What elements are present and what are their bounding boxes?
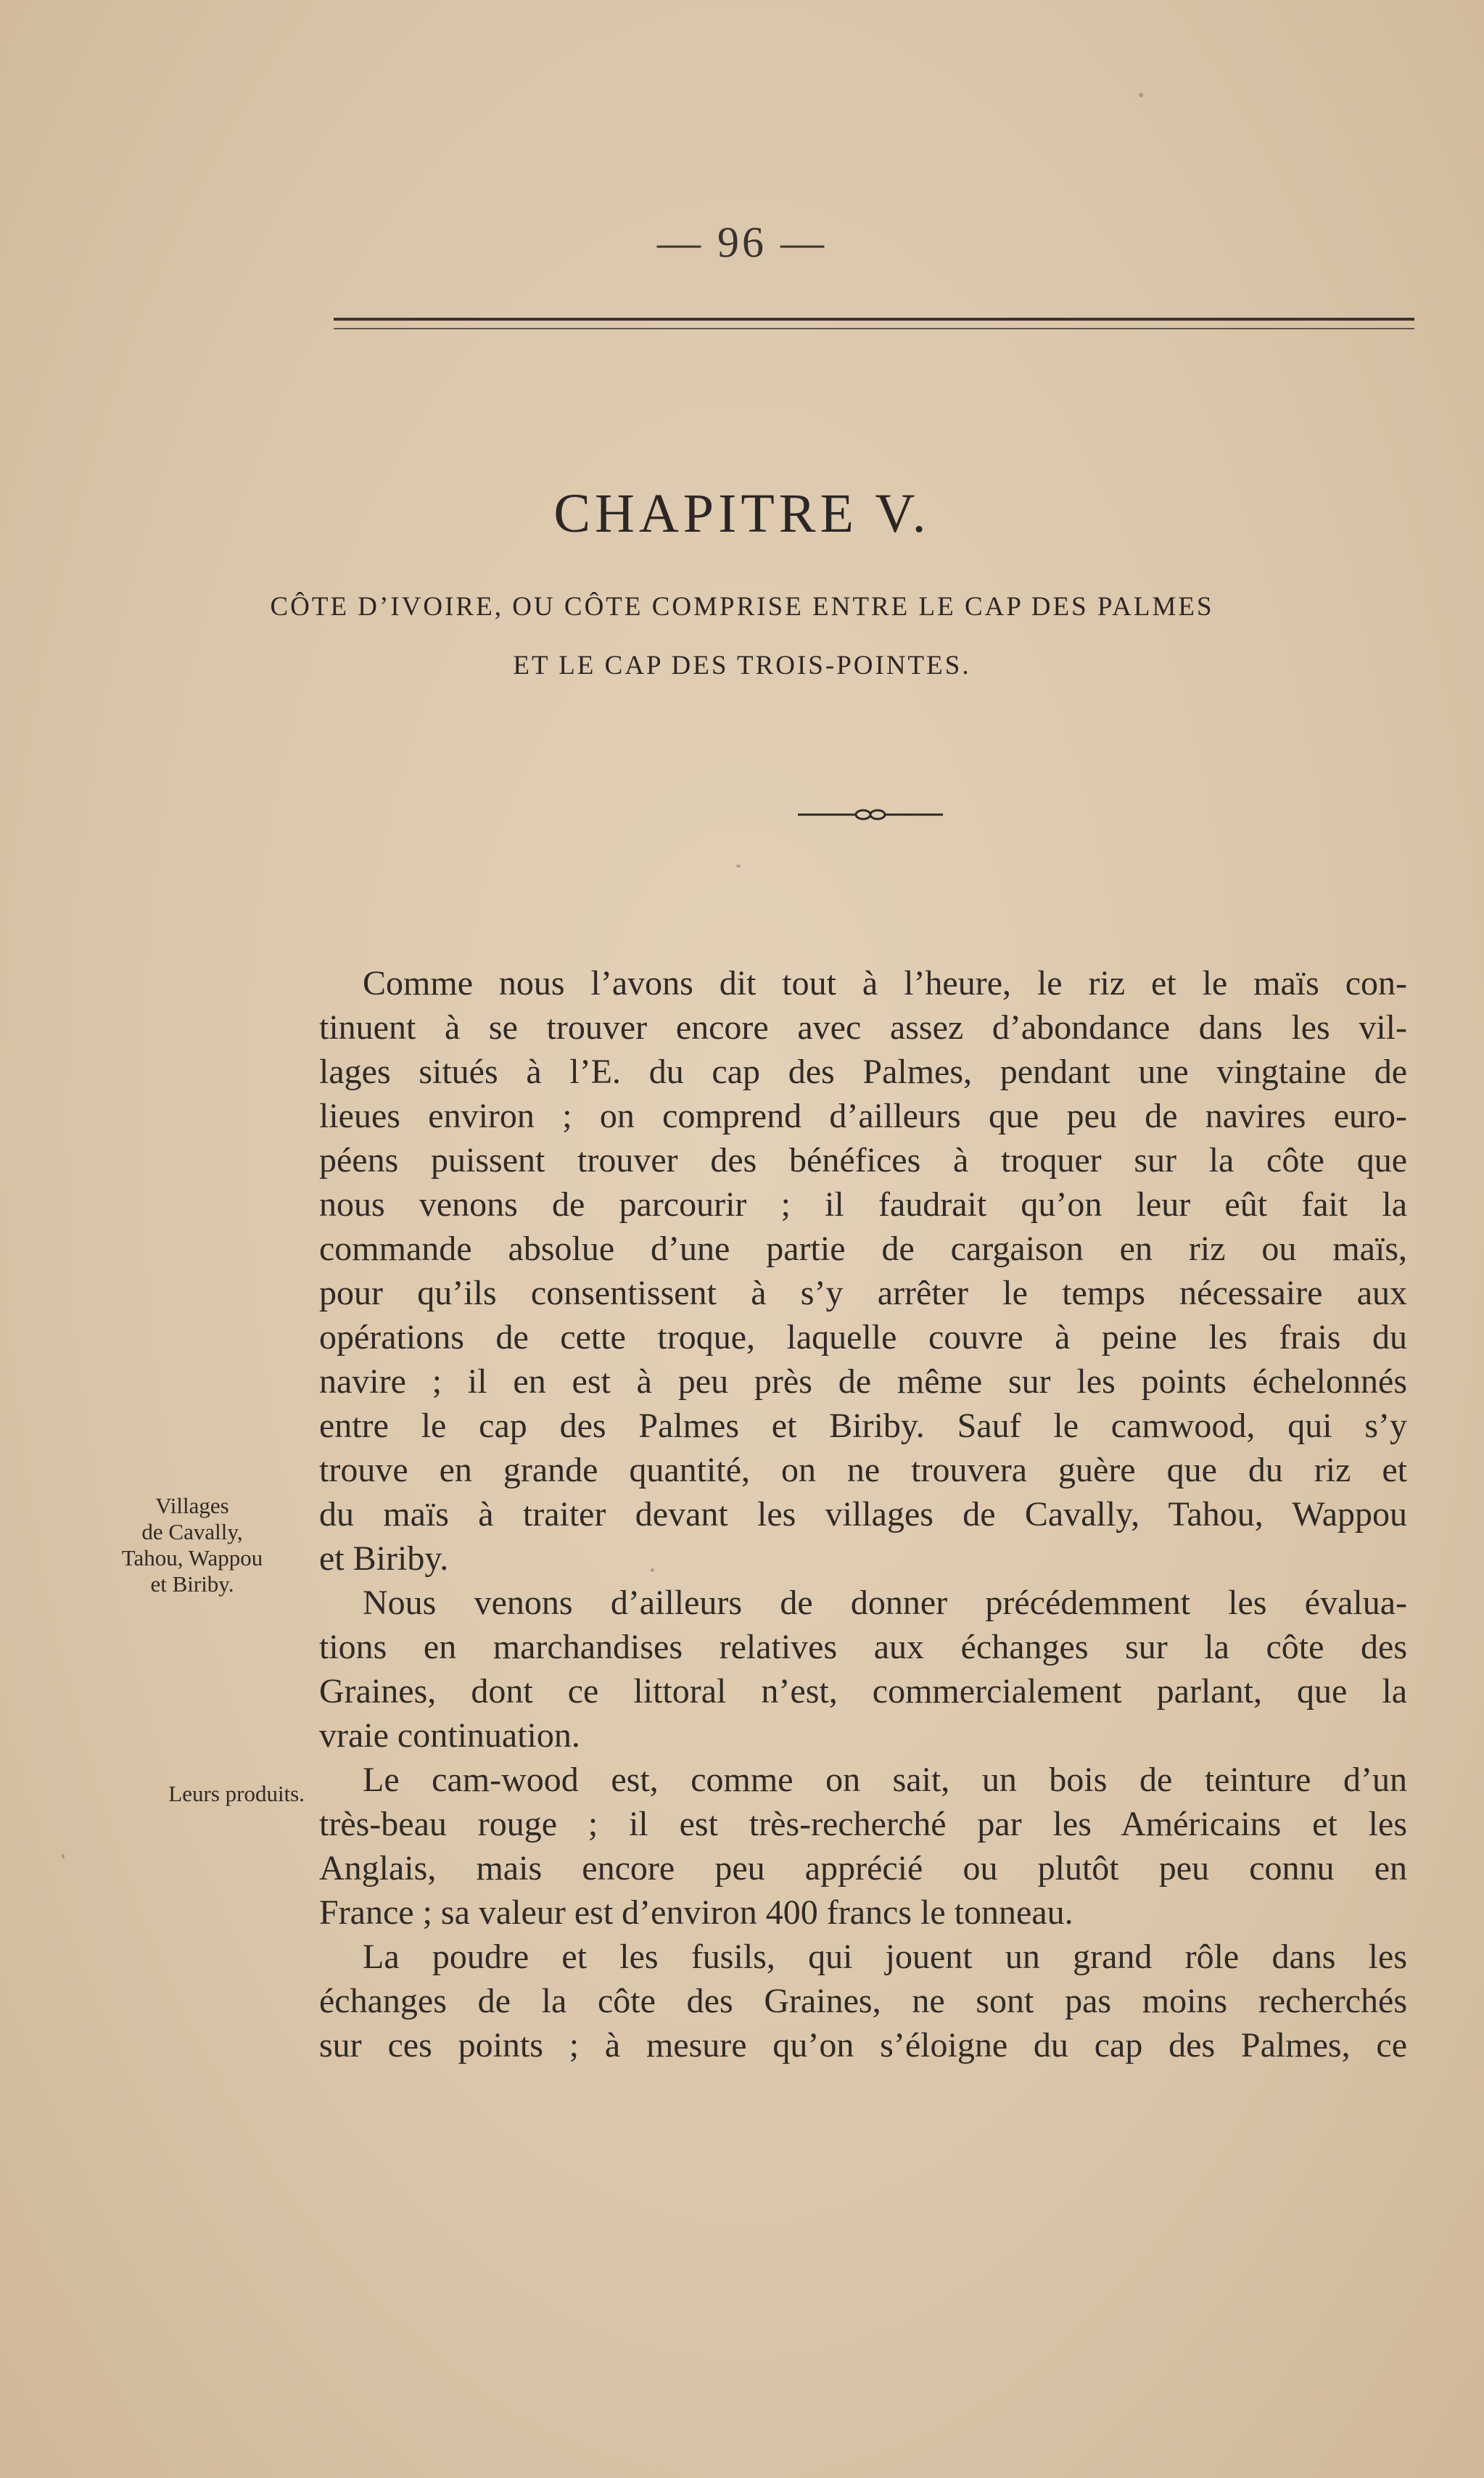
- chapter-subtitle-line: ET LE CAP DES TROIS-POINTES.: [513, 651, 971, 680]
- text-line: France ; sa valeur est d’environ 400 francs le tonneau.: [319, 1893, 1073, 1932]
- header-rule-thin: [334, 328, 1414, 329]
- header-rule-thick: [334, 318, 1414, 321]
- text-line: très-beau rouge ; il est très-recherché par les Américains et les: [319, 1805, 1407, 1843]
- text-line: lieues environ ; on comprend d’ailleurs que peu de navires euro-: [319, 1097, 1407, 1135]
- margin-note-line: Villages: [155, 1493, 229, 1518]
- text-line: entre le cap des Palmes et Biriby. Sauf le camwood, qui s’y: [319, 1407, 1407, 1445]
- text-line: tinuent à se trouver encore avec assez d’abondance dans les vil-: [319, 1008, 1407, 1047]
- text-line: tions en marchandises relatives aux échanges sur la côte des: [319, 1628, 1407, 1666]
- text-line: vraie continuation.: [319, 1716, 580, 1755]
- text-line: La poudre et les fusils, qui jouent un grand rôle dans les: [363, 1938, 1407, 1976]
- text-line: lages situés à l’E. du cap des Palmes, pendant une vingtaine de: [319, 1053, 1407, 1091]
- text-line: pour qu’ils consentissent à s’y arrêter le temps nécessaire aux: [319, 1274, 1407, 1312]
- margin-note-line: de Cavally,: [141, 1519, 243, 1544]
- text-line: Nous venons d’ailleurs de donner précédemment les évalua-: [363, 1584, 1407, 1622]
- paper-spot: [62, 1854, 65, 1858]
- paper-spot: [736, 865, 741, 868]
- margin-note-produits: Leurs produits.: [168, 1781, 305, 1806]
- text-line: péens puissent trouver des bénéfices à troquer sur la côte que: [319, 1141, 1407, 1180]
- text-line: nous venons de parcourir ; il faudrait qu’on leur eût fait la: [319, 1185, 1407, 1224]
- text-line: du maïs à traiter devant les villages de Cavally, Tahou, Wappou: [319, 1495, 1407, 1534]
- chapter-title: CHAPITRE V.: [553, 483, 931, 544]
- chapter-subtitle-line: CÔTE D’IVOIRE, OU CÔTE COMPRISE ENTRE LE CAP DES PALMES: [270, 592, 1214, 622]
- text-line: trouve en grande quantité, on ne trouvera guère que du riz et: [319, 1451, 1407, 1489]
- text-line: Anglais, mais encore peu apprécié ou plutôt peu connu en: [319, 1849, 1407, 1888]
- text-line: Graines, dont ce littoral n’est, commercialement parlant, que la: [319, 1672, 1407, 1711]
- margin-note-line: et Biriby.: [150, 1571, 234, 1597]
- paper-spot: [1139, 93, 1143, 97]
- text-line: navire ; il en est à peu près de même sur les points échelonnés: [319, 1362, 1407, 1401]
- paper-spot: [651, 1568, 654, 1572]
- text-line: commande absolue d’une partie de cargaison en riz ou maïs,: [319, 1230, 1407, 1268]
- margin-note-line: Tahou, Wappou: [121, 1545, 263, 1571]
- ornament-divider: [798, 804, 943, 826]
- text-line: sur ces points ; à mesure qu’on s’éloigne du cap des Palmes, ce: [319, 2026, 1407, 2065]
- text-line: Comme nous l’avons dit tout à l’heure, le riz et le maïs con-: [363, 964, 1407, 1003]
- page-number: — 96 —: [657, 218, 827, 266]
- margin-note-villages: [80, 1493, 305, 1597]
- text-line: opérations de cette troque, laquelle couvre à peine les frais du: [319, 1318, 1407, 1357]
- text-line: échanges de la côte des Graines, ne sont pas moins recherchés: [319, 1982, 1407, 2020]
- text-line: Le cam-wood est, comme on sait, un bois de teinture d’un: [363, 1761, 1407, 1799]
- text-line: et Biriby.: [319, 1539, 449, 1578]
